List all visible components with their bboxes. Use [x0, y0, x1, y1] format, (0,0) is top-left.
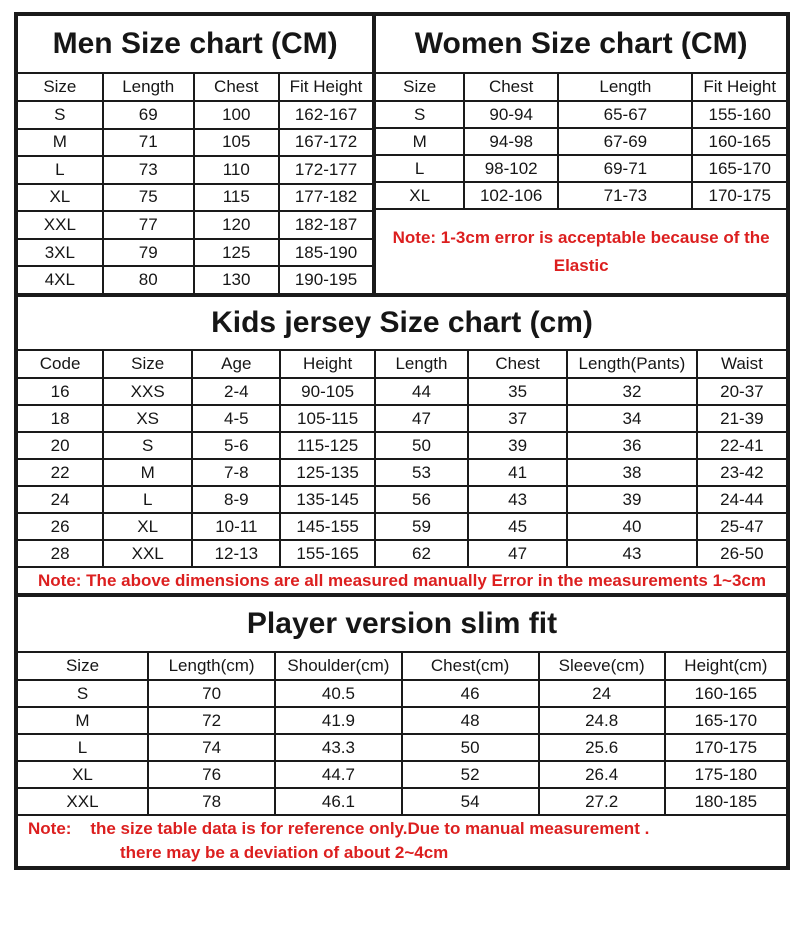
- column-header: Chest(cm): [402, 652, 539, 680]
- table-cell: 47: [375, 405, 468, 432]
- table-cell: L: [103, 486, 192, 513]
- column-header: Length(Pants): [567, 350, 697, 378]
- table-row: [17, 239, 373, 267]
- women-size-table: [374, 14, 788, 295]
- table-cell: XL: [17, 761, 148, 788]
- table-row: [17, 486, 787, 513]
- table-row: [17, 101, 373, 129]
- player-note-line1: Note: the size table data is for reference only.Due to manual measurement .: [28, 819, 650, 838]
- table-cell: 135-145: [280, 486, 374, 513]
- table-cell: 8-9: [192, 486, 280, 513]
- table-row: [17, 184, 373, 212]
- table-cell: 79: [103, 239, 194, 267]
- player-size-table: [16, 595, 788, 868]
- table-cell: 44.7: [275, 761, 402, 788]
- table-cell: 167-172: [279, 129, 374, 157]
- table-row: [375, 101, 787, 128]
- table-cell: 182-187: [279, 211, 374, 239]
- men-header-row: [17, 73, 373, 101]
- table-cell: 52: [402, 761, 539, 788]
- table-cell: 160-165: [665, 680, 787, 707]
- table-cell: 162-167: [279, 101, 374, 129]
- table-cell: 46: [402, 680, 539, 707]
- table-cell: 22-41: [697, 432, 787, 459]
- column-header: Size: [17, 73, 103, 101]
- table-cell: 34: [567, 405, 697, 432]
- table-cell: 125: [194, 239, 279, 267]
- table-cell: 39: [468, 432, 567, 459]
- table-cell: 102-106: [464, 182, 558, 209]
- table-cell: M: [17, 129, 103, 157]
- table-cell: 23-42: [697, 459, 787, 486]
- table-cell: 5-6: [192, 432, 280, 459]
- table-cell: 72: [148, 707, 275, 734]
- kids-table-body: [17, 378, 787, 567]
- table-cell: 170-175: [665, 734, 787, 761]
- table-cell: 24.8: [539, 707, 665, 734]
- column-header: Fit Height: [279, 73, 374, 101]
- table-cell: 48: [402, 707, 539, 734]
- table-cell: 7-8: [192, 459, 280, 486]
- table-cell: 53: [375, 459, 468, 486]
- kids-size-chart-title: Kids jersey Size chart (cm): [17, 296, 787, 350]
- table-cell: 56: [375, 486, 468, 513]
- table-cell: S: [17, 101, 103, 129]
- table-row: [375, 155, 787, 182]
- table-cell: 185-190: [279, 239, 374, 267]
- adult-charts-section: [16, 14, 788, 295]
- table-row: [17, 266, 373, 294]
- table-cell: 43.3: [275, 734, 402, 761]
- table-cell: 115: [194, 184, 279, 212]
- table-cell: 90-105: [280, 378, 374, 405]
- table-row: [17, 211, 373, 239]
- table-cell: 73: [103, 156, 194, 184]
- table-cell: 41: [468, 459, 567, 486]
- table-cell: 69: [103, 101, 194, 129]
- table-cell: XS: [103, 405, 192, 432]
- table-cell: 54: [402, 788, 539, 815]
- table-cell: M: [103, 459, 192, 486]
- table-cell: S: [375, 101, 464, 128]
- column-header: Chest: [468, 350, 567, 378]
- table-cell: 37: [468, 405, 567, 432]
- table-cell: 41.9: [275, 707, 402, 734]
- table-cell: 110: [194, 156, 279, 184]
- table-cell: 90-94: [464, 101, 558, 128]
- table-cell: 76: [148, 761, 275, 788]
- table-cell: 25.6: [539, 734, 665, 761]
- table-cell: 39: [567, 486, 697, 513]
- table-cell: L: [17, 156, 103, 184]
- table-cell: XXL: [17, 788, 148, 815]
- men-size-chart-title: Men Size chart (CM): [17, 15, 373, 73]
- table-cell: 77: [103, 211, 194, 239]
- table-cell: 26: [17, 513, 103, 540]
- table-cell: 12-13: [192, 540, 280, 567]
- player-reference-note: [17, 815, 787, 867]
- table-cell: 71-73: [558, 182, 692, 209]
- table-cell: 46.1: [275, 788, 402, 815]
- column-header: Chest: [464, 73, 558, 101]
- table-cell: 4XL: [17, 266, 103, 294]
- table-row: [17, 156, 373, 184]
- table-cell: 175-180: [665, 761, 787, 788]
- table-cell: 40.5: [275, 680, 402, 707]
- table-cell: 20: [17, 432, 103, 459]
- table-cell: 59: [375, 513, 468, 540]
- column-header: Length: [375, 350, 468, 378]
- kids-header-row: [17, 350, 787, 378]
- table-cell: 26.4: [539, 761, 665, 788]
- table-cell: XXL: [103, 540, 192, 567]
- table-row: [17, 788, 787, 815]
- table-cell: 125-135: [280, 459, 374, 486]
- column-header: Height: [280, 350, 374, 378]
- table-cell: 4-5: [192, 405, 280, 432]
- table-row: [17, 459, 787, 486]
- table-row: [17, 432, 787, 459]
- women-table-body: [375, 101, 787, 209]
- table-row: [375, 128, 787, 155]
- table-cell: 62: [375, 540, 468, 567]
- table-row: [17, 680, 787, 707]
- column-header: Waist: [697, 350, 787, 378]
- table-cell: 78: [148, 788, 275, 815]
- column-header: Size: [103, 350, 192, 378]
- table-row: [17, 513, 787, 540]
- table-cell: XL: [17, 184, 103, 212]
- table-cell: XL: [375, 182, 464, 209]
- table-cell: 22: [17, 459, 103, 486]
- table-cell: 115-125: [280, 432, 374, 459]
- table-cell: L: [375, 155, 464, 182]
- women-size-chart-title: Women Size chart (CM): [375, 15, 787, 73]
- table-cell: 38: [567, 459, 697, 486]
- table-cell: 25-47: [697, 513, 787, 540]
- table-cell: 98-102: [464, 155, 558, 182]
- kids-measurement-note: Note: The above dimensions are all measured manually Error in the measurements 1~3cm: [17, 567, 787, 594]
- table-cell: 32: [567, 378, 697, 405]
- table-cell: 47: [468, 540, 567, 567]
- table-cell: 70: [148, 680, 275, 707]
- table-cell: 170-175: [692, 182, 787, 209]
- table-cell: 120: [194, 211, 279, 239]
- table-cell: 177-182: [279, 184, 374, 212]
- men-table-body: [17, 101, 373, 294]
- table-cell: S: [17, 680, 148, 707]
- table-cell: XXS: [103, 378, 192, 405]
- table-cell: 16: [17, 378, 103, 405]
- table-cell: 94-98: [464, 128, 558, 155]
- table-cell: 18: [17, 405, 103, 432]
- men-size-table: [16, 14, 374, 295]
- table-row: [375, 182, 787, 209]
- table-cell: 44: [375, 378, 468, 405]
- table-row: [17, 734, 787, 761]
- column-header: Size: [375, 73, 464, 101]
- women-elastic-note: Note: 1-3cm error is acceptable because of the Elastic: [375, 209, 787, 294]
- table-cell: 50: [375, 432, 468, 459]
- table-cell: S: [103, 432, 192, 459]
- table-cell: 24-44: [697, 486, 787, 513]
- column-header: Chest: [194, 73, 279, 101]
- table-cell: 155-160: [692, 101, 787, 128]
- table-cell: 75: [103, 184, 194, 212]
- table-cell: 69-71: [558, 155, 692, 182]
- table-cell: 180-185: [665, 788, 787, 815]
- table-cell: 27.2: [539, 788, 665, 815]
- table-cell: 160-165: [692, 128, 787, 155]
- size-chart-outer-frame: [14, 12, 790, 870]
- table-cell: 50: [402, 734, 539, 761]
- table-cell: 24: [539, 680, 665, 707]
- table-cell: 130: [194, 266, 279, 294]
- table-cell: 24: [17, 486, 103, 513]
- player-version-title: Player version slim fit: [17, 596, 787, 652]
- column-header: Height(cm): [665, 652, 787, 680]
- table-cell: 190-195: [279, 266, 374, 294]
- column-header: Length(cm): [148, 652, 275, 680]
- table-cell: 20-37: [697, 378, 787, 405]
- table-cell: 26-50: [697, 540, 787, 567]
- table-cell: 80: [103, 266, 194, 294]
- table-cell: M: [375, 128, 464, 155]
- table-cell: 74: [148, 734, 275, 761]
- column-header: Sleeve(cm): [539, 652, 665, 680]
- table-cell: 10-11: [192, 513, 280, 540]
- table-cell: 43: [468, 486, 567, 513]
- table-cell: 67-69: [558, 128, 692, 155]
- table-cell: 71: [103, 129, 194, 157]
- table-row: [17, 540, 787, 567]
- table-cell: M: [17, 707, 148, 734]
- kids-size-table: [16, 295, 788, 595]
- table-row: [17, 405, 787, 432]
- table-cell: 36: [567, 432, 697, 459]
- table-cell: 165-170: [692, 155, 787, 182]
- women-header-row: [375, 73, 787, 101]
- table-cell: 21-39: [697, 405, 787, 432]
- player-table-body: [17, 680, 787, 815]
- table-cell: 28: [17, 540, 103, 567]
- column-header: Fit Height: [692, 73, 787, 101]
- table-cell: 165-170: [665, 707, 787, 734]
- table-row: [17, 129, 373, 157]
- table-cell: 3XL: [17, 239, 103, 267]
- table-cell: 155-165: [280, 540, 374, 567]
- column-header: Length: [103, 73, 194, 101]
- player-header-row: [17, 652, 787, 680]
- table-cell: 40: [567, 513, 697, 540]
- table-cell: 172-177: [279, 156, 374, 184]
- table-cell: 45: [468, 513, 567, 540]
- column-header: Size: [17, 652, 148, 680]
- table-cell: 100: [194, 101, 279, 129]
- table-cell: XL: [103, 513, 192, 540]
- column-header: Length: [558, 73, 692, 101]
- table-cell: 43: [567, 540, 697, 567]
- player-note-line2: there may be a deviation of about 2~4cm: [120, 843, 449, 862]
- column-header: Age: [192, 350, 280, 378]
- table-row: [17, 378, 787, 405]
- table-cell: XXL: [17, 211, 103, 239]
- table-cell: 105-115: [280, 405, 374, 432]
- table-row: [17, 761, 787, 788]
- table-cell: 145-155: [280, 513, 374, 540]
- table-row: [17, 707, 787, 734]
- table-cell: L: [17, 734, 148, 761]
- table-cell: 35: [468, 378, 567, 405]
- table-cell: 65-67: [558, 101, 692, 128]
- column-header: Code: [17, 350, 103, 378]
- column-header: Shoulder(cm): [275, 652, 402, 680]
- table-cell: 105: [194, 129, 279, 157]
- table-cell: 2-4: [192, 378, 280, 405]
